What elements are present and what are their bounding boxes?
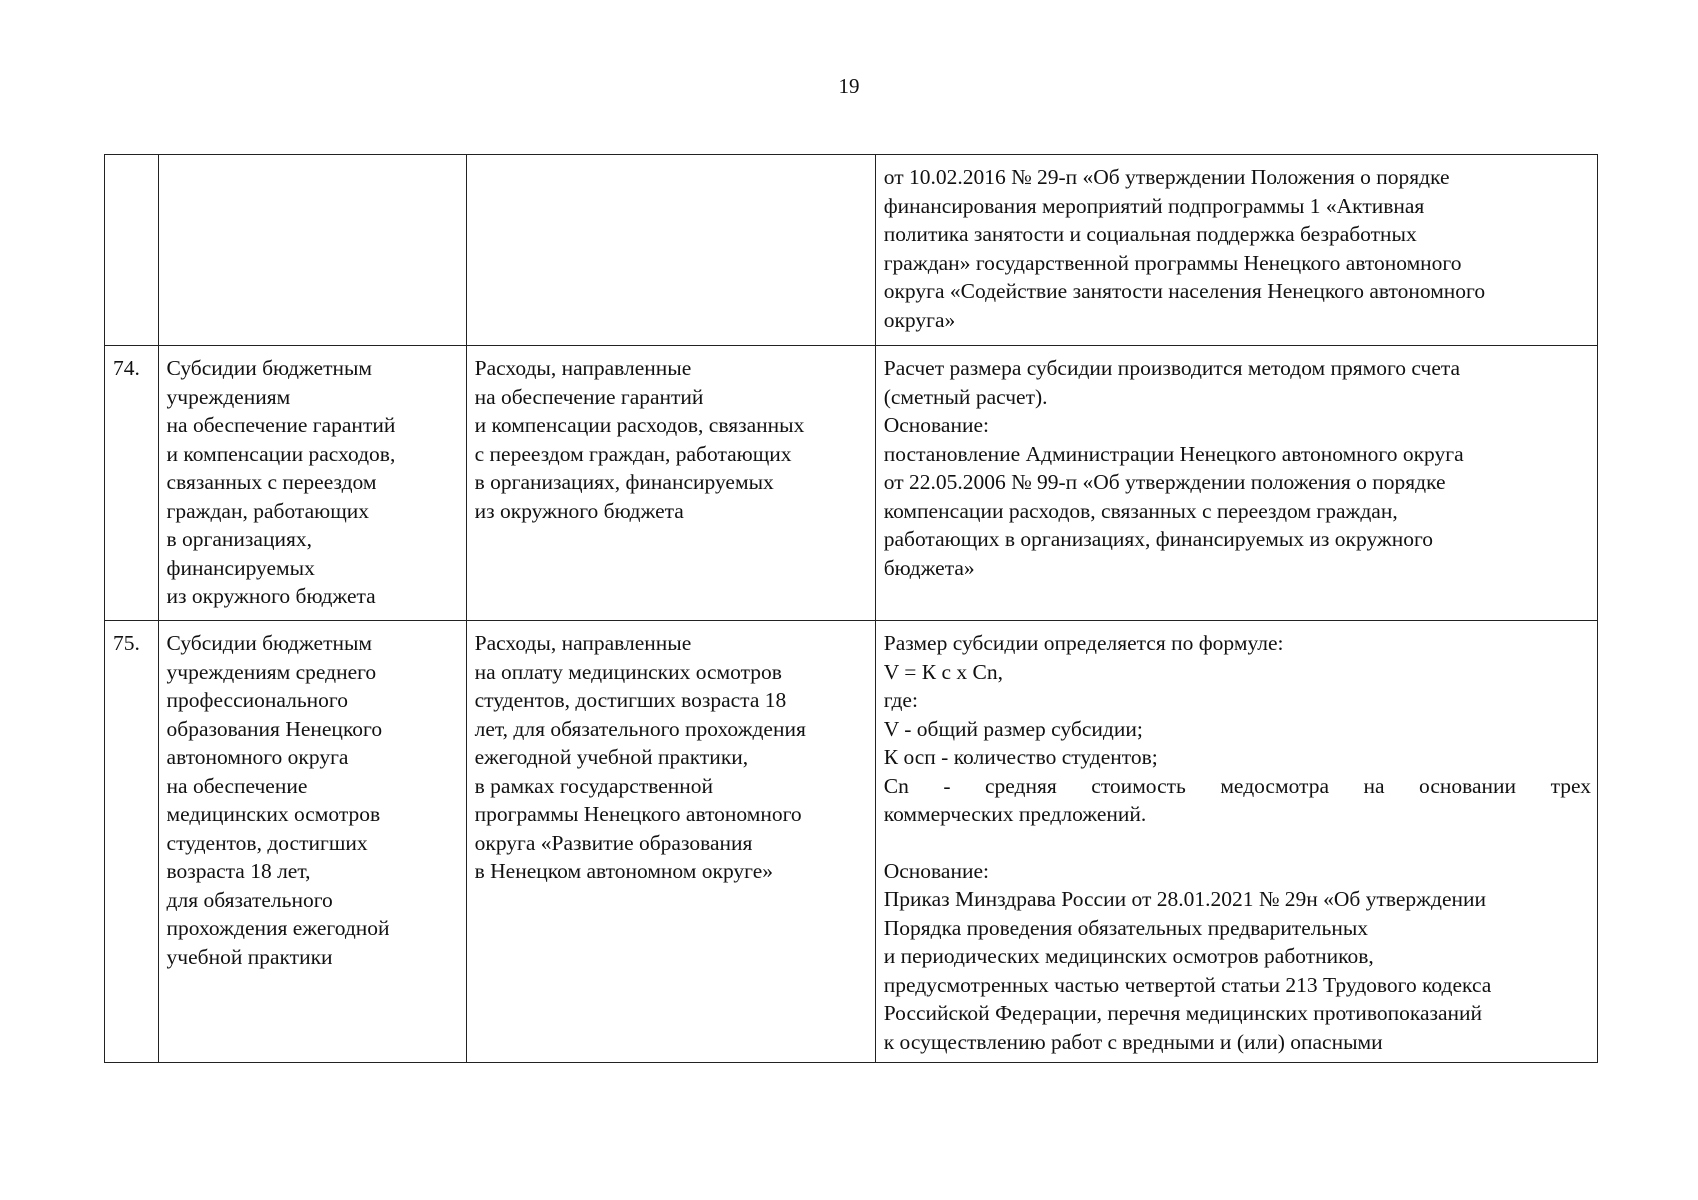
purpose-line: Расходы, направленные: [474, 356, 692, 380]
purpose-line: ежегодной учебной практики,: [474, 745, 749, 769]
name-line: и компенсации расходов,: [166, 441, 396, 466]
subsidy-name-cell: [158, 155, 466, 346]
subsidy-name-cell: [158, 346, 466, 621]
name-line: Субсидии бюджетным: [166, 356, 373, 380]
basis-line: к осуществлению работ с вредными и (или) опасными: [883, 1029, 1383, 1054]
purpose-line: программы Ненецкого автономного: [474, 802, 802, 826]
purpose-line: с переездом граждан, работающих: [474, 441, 792, 466]
basis-line: предусмотренных частью четвертой статьи 213 Трудового кодекса: [883, 972, 1492, 997]
name-line: учреждениям: [166, 384, 291, 409]
name-line: на обеспечение гарантий: [166, 413, 396, 437]
name-line: на обеспечение: [166, 773, 308, 798]
formula-variable-v: V - общий размер субсидии;: [883, 716, 1143, 741]
name-line: учреждениям среднего: [166, 659, 377, 684]
formula-where: где:: [883, 688, 918, 712]
purpose-line: и компенсации расходов, связанных: [474, 413, 805, 437]
basis-heading: Основание:: [883, 858, 989, 883]
row-number-cell: [105, 155, 159, 346]
basis-line: политика занятости и социальная поддержка безработных: [883, 222, 1417, 246]
basis-line: финансирования мероприятий подпрограммы 1 «Активная: [883, 193, 1425, 218]
formula: V = К с х Сn,: [883, 659, 1003, 684]
purpose-line: в рамках государственной: [474, 773, 714, 798]
basis-line: Расчет размера субсидии производится методом прямого счета: [883, 356, 1461, 380]
basis-line: бюджета»: [883, 555, 975, 580]
name-line: граждан, работающих: [166, 498, 370, 523]
basis-line: округа»: [883, 307, 956, 332]
name-line: в организациях,: [166, 527, 312, 551]
basis-line: Основание:: [883, 413, 989, 437]
name-line: медицинских осмотров: [166, 802, 381, 826]
subsidy-table: [104, 154, 1598, 1063]
basis-cell: [875, 155, 1597, 346]
purpose-cell: [466, 346, 875, 621]
basis-line: от 22.05.2006 № 99-п «Об утверждении положения о порядке: [883, 470, 1446, 494]
basis-cell: [875, 621, 1597, 1063]
table-row: [105, 155, 1598, 346]
basis-line: и периодических медицинских осмотров работников,: [883, 944, 1374, 968]
purpose-line: в организациях, финансируемых: [474, 470, 774, 494]
row-number-cell: 74.: [105, 346, 159, 621]
subsidy-name-cell: [158, 621, 466, 1063]
name-line: профессионального: [166, 688, 348, 712]
basis-line: работающих в организациях, финансируемых из окружного: [883, 527, 1434, 551]
table-row: [105, 621, 1598, 1063]
blank-line: [884, 829, 1591, 857]
name-line: Субсидии бюджетным: [166, 631, 373, 655]
name-line: финансируемых: [166, 555, 315, 580]
formula-intro: Размер субсидии определяется по формуле:: [883, 631, 1284, 655]
formula-variable-k: К осп - количество студентов;: [883, 745, 1158, 769]
purpose-cell: [466, 155, 875, 346]
basis-line: граждан» государственной программы Ненецкого автономного: [883, 250, 1462, 275]
name-line: учебной практики: [166, 944, 333, 969]
page-number: 19: [838, 74, 860, 98]
name-line: образования Ненецкого: [166, 716, 383, 741]
purpose-line: на оплату медицинских осмотров: [474, 659, 782, 684]
table-row: [105, 346, 1598, 621]
name-line: возраста 18 лет,: [166, 859, 311, 883]
basis-line: постановление Администрации Ненецкого автономного округа: [883, 441, 1464, 466]
purpose-line: из окружного бюджета: [474, 498, 684, 523]
purpose-cell: [466, 621, 875, 1063]
name-line: прохождения ежегодной: [166, 916, 390, 940]
basis-cell: [875, 346, 1597, 621]
purpose-line: Расходы, направленные: [474, 631, 692, 655]
purpose-line: лет, для обязательного прохождения: [474, 716, 806, 741]
basis-line: компенсации расходов, связанных с переездом граждан,: [883, 498, 1398, 523]
purpose-line: округа «Развитие образования: [474, 830, 753, 855]
basis-line: от 10.02.2016 № 29-п «Об утверждении Положения о порядке: [883, 165, 1450, 189]
purpose-line: на обеспечение гарантий: [474, 384, 704, 409]
basis-line: Порядка проведения обязательных предварительных: [883, 915, 1369, 940]
basis-line: (сметный расчет).: [883, 384, 1048, 409]
purpose-line: студентов, достигших возраста 18: [474, 688, 787, 712]
row-number-cell: 75.: [105, 621, 159, 1063]
basis-line: Приказ Минздрава России от 28.01.2021 № 29н «Об утверждении: [883, 887, 1487, 911]
name-line: для обязательного: [166, 887, 333, 912]
name-line: связанных с переездом: [166, 470, 377, 494]
basis-line: округа «Содействие занятости населения Ненецкого автономного: [883, 279, 1486, 303]
purpose-line: в Ненецком автономном округе»: [474, 859, 773, 883]
basis-line: коммерческих предложений.: [883, 802, 1147, 826]
basis-line: Российской Федерации, перечня медицинских противопоказаний: [883, 1001, 1483, 1025]
name-line: студентов, достигших: [166, 830, 368, 855]
formula-variable-cn: Сn - средняя стоимость медосмотра на основании трех: [883, 773, 1591, 798]
name-line: из окружного бюджета: [166, 584, 376, 608]
name-line: автономного округа: [166, 745, 349, 769]
